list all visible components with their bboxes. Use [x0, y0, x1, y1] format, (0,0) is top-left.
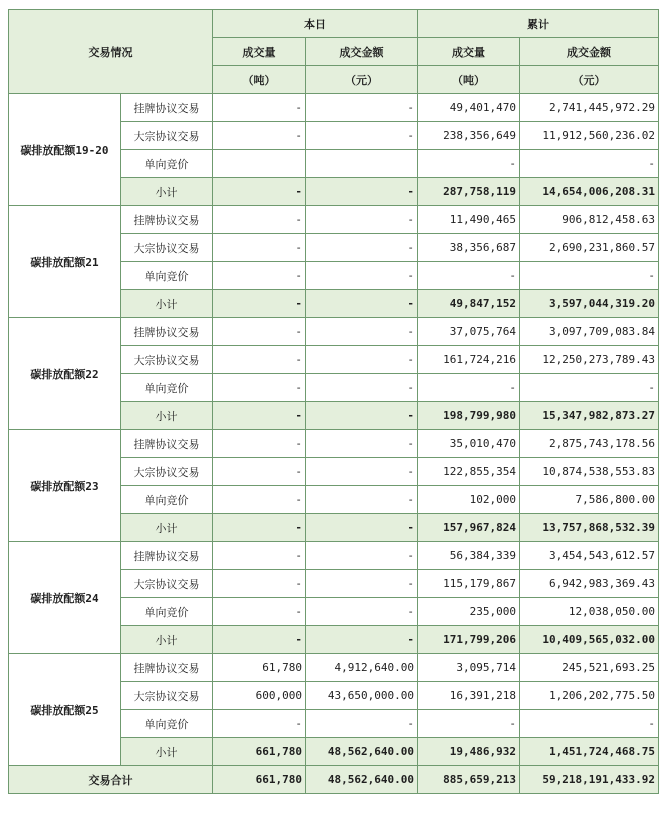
today-amount-cell: 4,912,640.00 [306, 654, 418, 682]
today-volume-cell: - [213, 710, 306, 738]
group-name-cell: 碳排放配额22 [9, 318, 121, 430]
row-label-cell: 小计 [121, 514, 213, 542]
row-label-cell: 单向竞价 [121, 374, 213, 402]
table-row [9, 654, 659, 682]
cumulative-amount-cell: 11,912,560,236.02 [520, 122, 659, 150]
today-volume-cell: - [213, 122, 306, 150]
trade-summary-container [8, 9, 659, 794]
today-volume-cell: 661,780 [213, 738, 306, 766]
table-row [9, 206, 659, 234]
group-name-cell: 碳排放配额24 [9, 542, 121, 654]
today-amount-cell: - [306, 514, 418, 542]
table-row [9, 542, 659, 570]
today-amount-cell: - [306, 374, 418, 402]
table-row [9, 318, 659, 346]
cumulative-volume-cell: 19,486,932 [418, 738, 520, 766]
row-label-cell: 挂牌协议交易 [121, 206, 213, 234]
today-volume-cell: - [213, 430, 306, 458]
cumulative-volume-cell: 3,095,714 [418, 654, 520, 682]
total-cumulative-amount: 59,218,191,433.92 [520, 766, 659, 794]
today-amount-cell: - [306, 402, 418, 430]
cumulative-volume-cell: - [418, 374, 520, 402]
today-amount-cell: - [306, 570, 418, 598]
cumulative-volume-cell: 35,010,470 [418, 430, 520, 458]
cumulative-amount-header: 成交金额 [520, 38, 659, 66]
cumulative-volume-cell: 198,799,980 [418, 402, 520, 430]
trade-status-header: 交易情况 [9, 10, 213, 94]
row-label-cell: 大宗协议交易 [121, 346, 213, 374]
cumulative-volume-cell: - [418, 710, 520, 738]
today-amount-cell: - [306, 318, 418, 346]
today-amount-cell: - [306, 206, 418, 234]
cumulative-amount-cell: 15,347,982,873.27 [520, 402, 659, 430]
today-volume-cell: - [213, 458, 306, 486]
today-volume-cell: - [213, 290, 306, 318]
cumulative-volume-unit: （吨） [418, 66, 520, 94]
cumulative-amount-unit: （元） [520, 66, 659, 94]
row-label-cell: 小计 [121, 626, 213, 654]
cumulative-volume-cell: 11,490,465 [418, 206, 520, 234]
row-label-cell: 大宗协议交易 [121, 458, 213, 486]
header-row-top [9, 10, 659, 38]
cumulative-volume-cell: 115,179,867 [418, 570, 520, 598]
cumulative-amount-cell: 3,597,044,319.20 [520, 290, 659, 318]
cumulative-amount-cell: 1,206,202,775.50 [520, 682, 659, 710]
row-label-cell: 单向竞价 [121, 598, 213, 626]
cumulative-header: 累计 [418, 10, 659, 38]
today-amount-cell: 48,562,640.00 [306, 738, 418, 766]
total-row [9, 766, 659, 794]
table-row [9, 94, 659, 122]
row-label-cell: 单向竞价 [121, 150, 213, 178]
cumulative-amount-cell: 2,875,743,178.56 [520, 430, 659, 458]
row-label-cell: 单向竞价 [121, 262, 213, 290]
cumulative-amount-cell: 12,038,050.00 [520, 598, 659, 626]
today-volume-cell: - [213, 206, 306, 234]
cumulative-volume-cell: 102,000 [418, 486, 520, 514]
today-amount-cell: - [306, 598, 418, 626]
cumulative-volume-cell: 49,401,470 [418, 94, 520, 122]
today-volume-cell: 600,000 [213, 682, 306, 710]
today-amount-cell: - [306, 290, 418, 318]
today-amount-cell: - [306, 346, 418, 374]
row-label-cell: 挂牌协议交易 [121, 94, 213, 122]
today-amount-cell [306, 150, 418, 178]
today-volume-cell: - [213, 542, 306, 570]
cumulative-amount-cell: 6,942,983,369.43 [520, 570, 659, 598]
cumulative-amount-cell: 14,654,006,208.31 [520, 178, 659, 206]
cumulative-volume-cell: 38,356,687 [418, 234, 520, 262]
row-label-cell: 大宗协议交易 [121, 234, 213, 262]
carbon-trade-table [8, 9, 659, 794]
row-label-cell: 大宗协议交易 [121, 570, 213, 598]
cumulative-amount-cell: 3,097,709,083.84 [520, 318, 659, 346]
today-volume-cell: - [213, 318, 306, 346]
today-amount-cell: - [306, 458, 418, 486]
cumulative-amount-cell: 3,454,543,612.57 [520, 542, 659, 570]
table-body [9, 94, 659, 766]
cumulative-volume-cell: 37,075,764 [418, 318, 520, 346]
today-amount-cell: - [306, 94, 418, 122]
table-row [9, 430, 659, 458]
today-volume-cell: - [213, 178, 306, 206]
cumulative-amount-cell: - [520, 262, 659, 290]
row-label-cell: 挂牌协议交易 [121, 430, 213, 458]
total-label: 交易合计 [9, 766, 213, 794]
cumulative-volume-cell: 122,855,354 [418, 458, 520, 486]
table-header [9, 10, 659, 94]
today-volume-unit: （吨） [213, 66, 306, 94]
cumulative-volume-cell: 157,967,824 [418, 514, 520, 542]
today-amount-unit: （元） [306, 66, 418, 94]
cumulative-volume-cell: 287,758,119 [418, 178, 520, 206]
cumulative-amount-cell: 10,409,565,032.00 [520, 626, 659, 654]
today-amount-header: 成交金额 [306, 38, 418, 66]
cumulative-amount-cell: 1,451,724,468.75 [520, 738, 659, 766]
today-volume-cell: - [213, 626, 306, 654]
today-volume-cell: 61,780 [213, 654, 306, 682]
table-footer [9, 766, 659, 794]
cumulative-volume-cell: 238,356,649 [418, 122, 520, 150]
today-volume-cell: - [213, 402, 306, 430]
today-amount-cell: - [306, 122, 418, 150]
cumulative-volume-cell: 235,000 [418, 598, 520, 626]
cumulative-amount-cell: - [520, 710, 659, 738]
row-label-cell: 小计 [121, 738, 213, 766]
today-volume-cell [213, 150, 306, 178]
cumulative-amount-cell: 906,812,458.63 [520, 206, 659, 234]
cumulative-amount-cell: - [520, 374, 659, 402]
cumulative-amount-cell: 13,757,868,532.39 [520, 514, 659, 542]
today-amount-cell: - [306, 626, 418, 654]
cumulative-amount-cell: - [520, 150, 659, 178]
cumulative-amount-cell: 2,690,231,860.57 [520, 234, 659, 262]
row-label-cell: 单向竞价 [121, 710, 213, 738]
cumulative-volume-cell: - [418, 262, 520, 290]
today-header: 本日 [213, 10, 418, 38]
row-label-cell: 小计 [121, 290, 213, 318]
today-volume-cell: - [213, 234, 306, 262]
cumulative-volume-cell: 49,847,152 [418, 290, 520, 318]
today-amount-cell: - [306, 178, 418, 206]
row-label-cell: 小计 [121, 178, 213, 206]
today-volume-cell: - [213, 346, 306, 374]
today-volume-cell: - [213, 514, 306, 542]
today-amount-cell: - [306, 710, 418, 738]
cumulative-volume-cell: 161,724,216 [418, 346, 520, 374]
row-label-cell: 挂牌协议交易 [121, 542, 213, 570]
today-volume-cell: - [213, 486, 306, 514]
row-label-cell: 单向竞价 [121, 486, 213, 514]
total-cumulative-volume: 885,659,213 [418, 766, 520, 794]
row-label-cell: 挂牌协议交易 [121, 318, 213, 346]
today-volume-cell: - [213, 374, 306, 402]
group-name-cell: 碳排放配额23 [9, 430, 121, 542]
today-volume-cell: - [213, 570, 306, 598]
today-volume-header: 成交量 [213, 38, 306, 66]
today-amount-cell: - [306, 542, 418, 570]
cumulative-volume-cell: - [418, 150, 520, 178]
row-label-cell: 大宗协议交易 [121, 122, 213, 150]
cumulative-amount-cell: 12,250,273,789.43 [520, 346, 659, 374]
today-amount-cell: - [306, 486, 418, 514]
today-volume-cell: - [213, 598, 306, 626]
today-volume-cell: - [213, 262, 306, 290]
total-today-amount: 48,562,640.00 [306, 766, 418, 794]
cumulative-volume-cell: 16,391,218 [418, 682, 520, 710]
row-label-cell: 小计 [121, 402, 213, 430]
cumulative-volume-cell: 171,799,206 [418, 626, 520, 654]
today-amount-cell: - [306, 430, 418, 458]
today-volume-cell: - [213, 94, 306, 122]
cumulative-amount-cell: 245,521,693.25 [520, 654, 659, 682]
cumulative-amount-cell: 7,586,800.00 [520, 486, 659, 514]
total-today-volume: 661,780 [213, 766, 306, 794]
cumulative-amount-cell: 2,741,445,972.29 [520, 94, 659, 122]
cumulative-volume-header: 成交量 [418, 38, 520, 66]
cumulative-volume-cell: 56,384,339 [418, 542, 520, 570]
row-label-cell: 挂牌协议交易 [121, 654, 213, 682]
row-label-cell: 大宗协议交易 [121, 682, 213, 710]
group-name-cell: 碳排放配额25 [9, 654, 121, 766]
today-amount-cell: 43,650,000.00 [306, 682, 418, 710]
group-name-cell: 碳排放配额19-20 [9, 94, 121, 206]
today-amount-cell: - [306, 262, 418, 290]
cumulative-amount-cell: 10,874,538,553.83 [520, 458, 659, 486]
today-amount-cell: - [306, 234, 418, 262]
group-name-cell: 碳排放配额21 [9, 206, 121, 318]
